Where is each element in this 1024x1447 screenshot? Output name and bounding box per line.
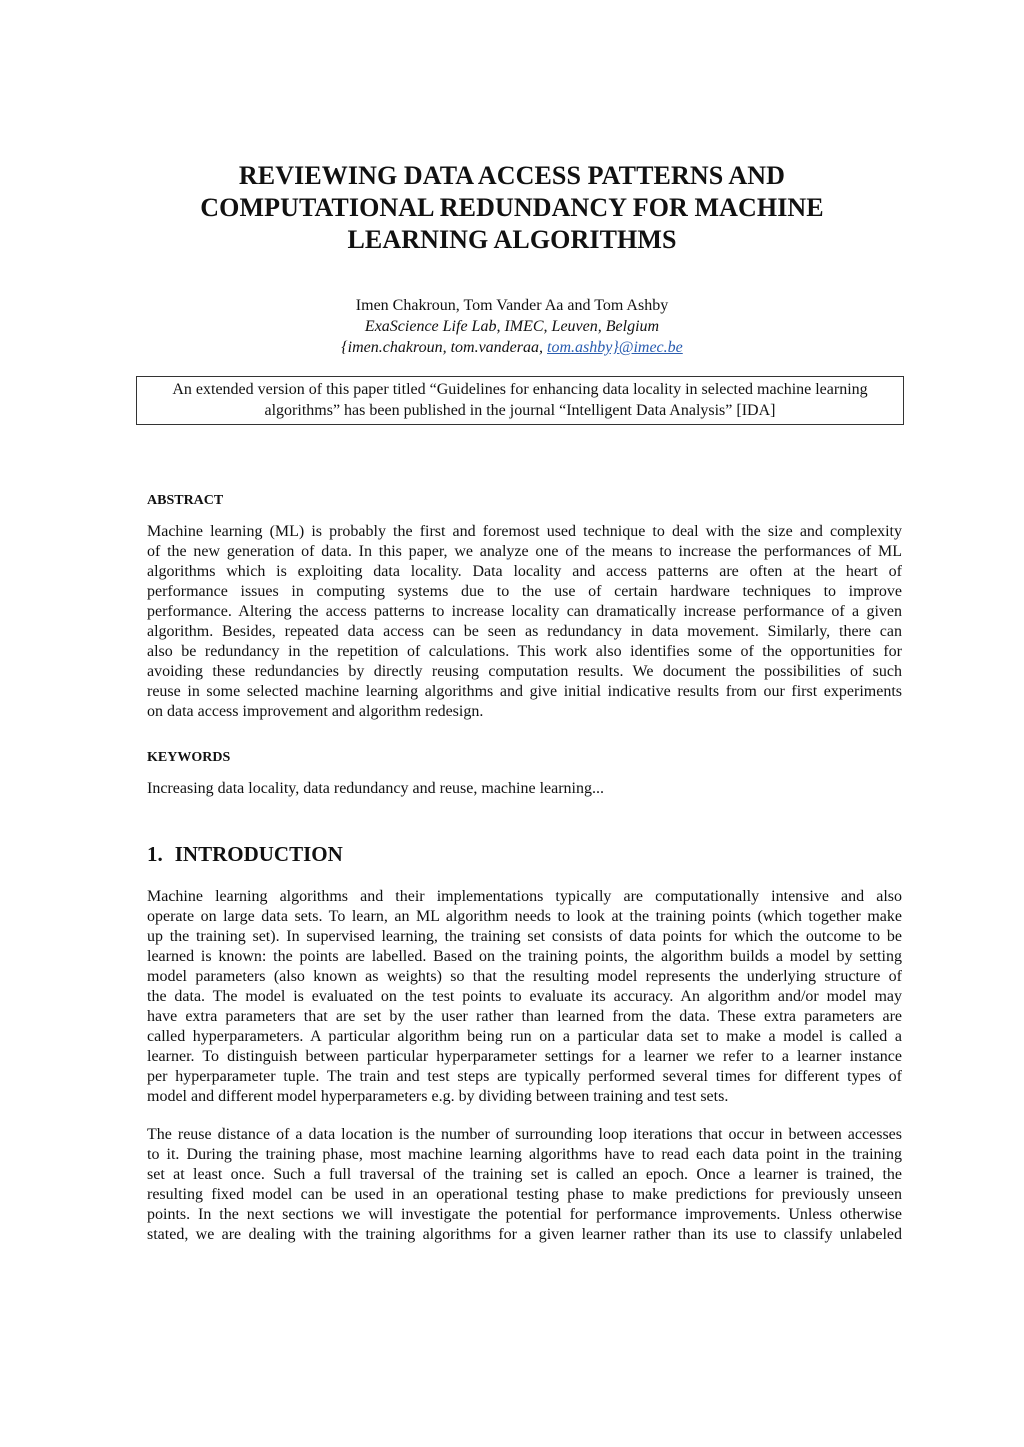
email-link[interactable]: tom.ashby}@imec.be bbox=[547, 339, 683, 356]
note-line: An extended version of this paper titled “Guidelines for enhancing data locality in selected machine learning bbox=[172, 381, 868, 398]
extended-version-note bbox=[136, 376, 904, 425]
abstract-line: algorithms which is exploiting data locality. Data locality and access patterns are often at the heart of bbox=[147, 563, 902, 580]
abstract-body bbox=[147, 522, 902, 722]
section-number: 1. bbox=[147, 842, 163, 866]
intro-line: points. In the next sections we will investigate the potential for performance improvements. Unless otherwise bbox=[147, 1206, 902, 1223]
intro-line: per hyperparameter tuple. The train and test steps are typically performed several times for different types of bbox=[147, 1068, 902, 1085]
abstract-line: on data access improvement and algorithm redesign. bbox=[147, 703, 484, 720]
note-line: algorithms” has been published in the journal “Intelligent Data Analysis” [IDA] bbox=[264, 402, 776, 419]
intro-line: The reuse distance of a data location is the number of surrounding loop iterations that occur in between accesses bbox=[147, 1126, 902, 1143]
title-line: COMPUTATIONAL REDUNDANCY FOR MACHINE bbox=[200, 193, 824, 222]
intro-paragraph-2 bbox=[147, 1125, 902, 1245]
intro-line: called hyperparameters. A particular algorithm being run on a particular data set to make a model is called a bbox=[147, 1028, 902, 1045]
keywords-line: Increasing data locality, data redundancy and reuse, machine learning... bbox=[147, 780, 604, 797]
section-title: INTRODUCTION bbox=[174, 842, 343, 866]
abstract-line: performance. Altering the access patterns to increase locality can dramatically increase performance of a given bbox=[147, 603, 902, 620]
title-line: LEARNING ALGORITHMS bbox=[347, 225, 677, 254]
intro-line: model parameters (also known as weights) so that the resulting model represents the underlying structure of bbox=[147, 968, 902, 985]
abstract-line: reuse in some selected machine learning algorithms and give initial indicative results from our first experiments bbox=[147, 683, 902, 700]
abstract-line: avoiding these redundancies by directly reusing computation results. We document the possibilities of such bbox=[147, 663, 902, 680]
author-block bbox=[200, 295, 824, 358]
keywords-heading: KEYWORDS bbox=[147, 750, 231, 765]
intro-line: learner. To distinguish between particular hyperparameter settings for a learner we refer to a learner instance bbox=[147, 1048, 902, 1065]
abstract-line: Machine learning (ML) is probably the first and foremost used technique to deal with the size and complexity bbox=[147, 523, 902, 540]
abstract-line: performance issues in computing systems due to the use of certain hardware techniques to improve bbox=[147, 583, 902, 600]
intro-line: have extra parameters that are set by the user rather than learned from the data. These extra parameters are bbox=[147, 1008, 902, 1025]
abstract-line: also be redundancy in the repetition of calculations. This work also identifies some of the opportunities for bbox=[147, 643, 902, 660]
intro-line: set at least once. Such a full traversal of the training set is called an epoch. Once a learner is trained, the bbox=[147, 1166, 902, 1183]
intro-line: Machine learning algorithms and their implementations typically are computationally intensive and also bbox=[147, 888, 902, 905]
paper-title bbox=[120, 160, 904, 256]
intro-line: model and different model hyperparameters e.g. by dividing between training and test sets. bbox=[147, 1088, 729, 1105]
affiliation: ExaScience Life Lab, IMEC, Leuven, Belgium bbox=[364, 318, 660, 335]
abstract-line: of the new generation of data. In this paper, we analyze one of the means to increase the performances of ML bbox=[147, 543, 902, 560]
author-emails bbox=[200, 337, 824, 358]
intro-line: resulting fixed model can be used in an operational testing phase to make predictions for previously unseen bbox=[147, 1186, 902, 1203]
keywords-text bbox=[147, 779, 902, 799]
intro-line: operate on large data sets. To learn, an ML algorithm needs to look at the training points (which together make bbox=[147, 908, 902, 925]
intro-line: up the training set). In supervised learning, the training set consists of data points for which the outcome to be bbox=[147, 928, 902, 945]
section-heading-introduction bbox=[147, 842, 343, 867]
email-prefix: {imen.chakroun, tom.vanderaa, bbox=[341, 339, 547, 356]
intro-paragraph-1 bbox=[147, 887, 902, 1107]
intro-line: to it. During the training phase, most machine learning algorithms have to read each data point in the training bbox=[147, 1146, 902, 1163]
author-names: Imen Chakroun, Tom Vander Aa and Tom Ashby bbox=[355, 297, 669, 314]
intro-line: the data. The model is evaluated on the test points to evaluate its accuracy. An algorithm and/or model may bbox=[147, 988, 902, 1005]
intro-line: learned is known: the points are labelled. Based on the training points, the algorithm builds a model by setting bbox=[147, 948, 902, 965]
abstract-line: algorithm. Besides, repeated data access can be seen as redundancy in data movement. Similarly, there can bbox=[147, 623, 902, 640]
title-line: REVIEWING DATA ACCESS PATTERNS AND bbox=[238, 161, 786, 190]
intro-line: stated, we are dealing with the training algorithms for a given learner rather than its use to classify unlabeled bbox=[147, 1226, 902, 1243]
abstract-heading: ABSTRACT bbox=[147, 493, 224, 508]
